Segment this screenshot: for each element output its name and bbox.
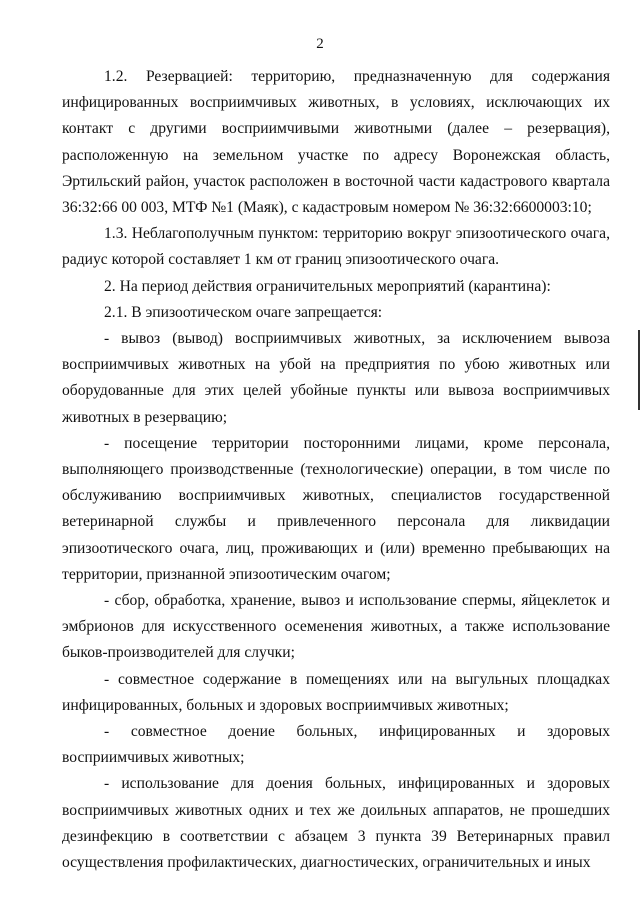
list-item-joint-keeping: - совместное содержание в помещениях или на выгульных площадках инфицированных, больных и здоровых восприимчивых животных; [62,670,610,714]
list-item-sperm-collection: - сбор, обработка, хранение, вывоз и использование спермы, яйцеклеток и эмбрионов для искусственного осеменения животных, а также использование быков-производителей для случки; [62,592,610,662]
document-body [62,64,610,876]
paragraph-2-1-prohibited: 2.1. В эпизоотическом очаге запрещается: [104,303,383,321]
list-item-milking-equipment: - использование для доения больных, инфицированных и здоровых восприимчивых животных одних и тех же доильных аппаратов, не прошедших дезинфекцию в соответствии с абзацем 3 пункта 39 Ветеринарных правил осуществления профилактических, диагностических, ограничительных и иных [62,775,610,872]
list-item-visiting-territory: - посещение территории посторонними лицами, кроме персонала, выполняющего производственные (технологические) операции, в том числе по обслуживанию восприимчивых животных, специалистов государственной ветеринарной службы и привлеченного персонала для ликвидации эпизоотического очага, лиц, проживающих и (или) временно пребывающих на территории, признанной эпизоотическим очагом; [62,434,610,583]
paragraph-1-3-unfavorable-point: 1.3. Неблагополучным пунктом: территорию вокруг эпизоотического очага, радиус которой составляет 1 км от границ эпизоотического очага. [62,225,610,269]
page-number: 2 [316,36,324,52]
paragraph-2-quarantine-period: 2. На период действия ограничительных мероприятий (карантина): [104,277,551,295]
list-item-export-animals: - вывоз (вывод) восприимчивых животных, за исключением вывоза восприимчивых животных на убой на предприятия по убою животных или оборудованные для этих целей убойные пункты или вывоза восприимчивых животных в резервацию; [62,330,610,426]
paragraph-1-2-reservation: 1.2. Резервацией: территорию, предназначенную для содержания инфицированных восприимчивых животных, в условиях, исключающих их контакт с другими восприимчивыми животными (далее – резервация), расположенную на земельном участке по адресу Воронежская область, Эртильский район, участок расположен в восточной части кадастрового квартала 36:32:66 00 003, МТФ №1 (Маяк), с кадастровым номером № 36:32:6600003:10; [62,68,610,217]
list-item-joint-milking: - совместное доение больных, инфицированных и здоровых восприимчивых животных; [62,723,610,767]
